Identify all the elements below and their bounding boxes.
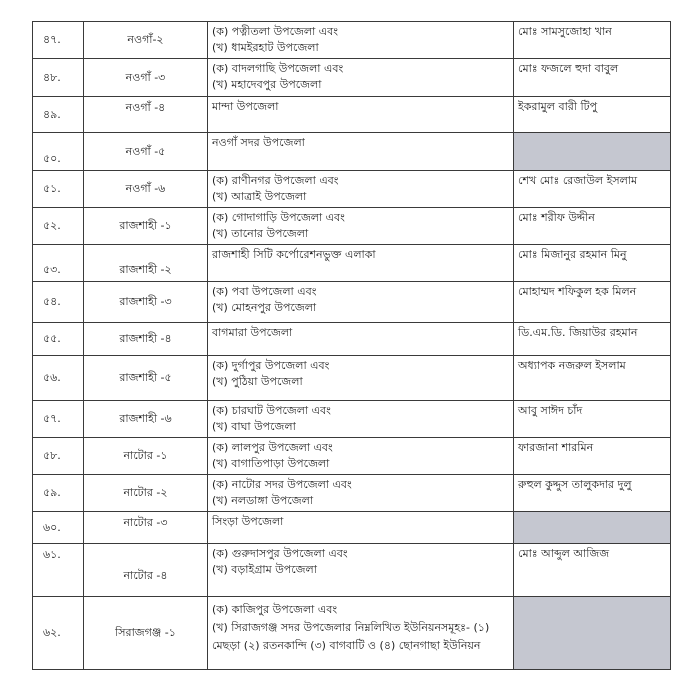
candidate-name: মোঃ আব্দুল আজিজ — [514, 544, 671, 597]
serial-number: ৫৮. — [33, 438, 84, 475]
area-line: বাগমারা উপজেলা — [212, 326, 293, 339]
candidate-name — [514, 597, 671, 670]
constituency-name: নাটোর -৪ — [84, 544, 208, 597]
area-cell — [208, 59, 514, 97]
candidate-name: রুহুল কুদ্দুস তালুকদার দুলু — [514, 475, 671, 512]
serial-number: ৫৫. — [33, 323, 84, 356]
table-row — [33, 97, 671, 133]
candidate-name: শেখ মোঃ রেজাউল ইসলাম — [514, 171, 671, 208]
table-row — [33, 323, 671, 356]
candidate-name — [514, 133, 671, 171]
table-row — [33, 282, 671, 323]
constituency-name: নাটোর -৩ — [84, 512, 208, 544]
table-row — [33, 22, 671, 59]
area-line: (খ) পুঠিয়া উপজেলা — [212, 375, 303, 388]
candidate-name: মোঃ মিজানুর রহমান মিনু — [514, 245, 671, 282]
area-line: (ক) দুর্গাপুর উপজেলা এবং — [212, 359, 330, 372]
area-line: মেছড়া (২) রতনকান্দি (৩) বাগবাটি ও (৪) ছোনগাছা ইউনিয়ন — [212, 639, 481, 652]
area-line: (খ) বাঘা উপজেলা — [212, 420, 296, 433]
constituency-name: রাজশাহী -৪ — [84, 323, 208, 356]
table-row — [33, 512, 671, 544]
serial-number: ৪৮. — [33, 59, 84, 97]
area-cell — [208, 323, 514, 356]
candidate-name: ডি.এম.ডি. জিয়াউর রহমান — [514, 323, 671, 356]
area-line: (ক) পবা উপজেলা এবং — [212, 285, 317, 298]
serial-number: ৪৭. — [33, 22, 84, 59]
candidate-name: ফারজানা শারমিন — [514, 438, 671, 475]
candidate-name — [514, 512, 671, 544]
serial-number: ৫১. — [33, 171, 84, 208]
serial-number: ৬০. — [33, 512, 84, 544]
constituency-name: রাজশাহী -৩ — [84, 282, 208, 323]
area-line: (খ) বড়াইগ্রাম উপজেলা — [212, 563, 317, 576]
constituency-name: সিরাজগঞ্জ -১ — [84, 597, 208, 670]
area-line: (ক) গুরুদাসপুর উপজেলা এবং — [212, 547, 348, 560]
area-line: (খ) তানোর উপজেলা — [212, 227, 309, 240]
serial-number: ৫৭. — [33, 401, 84, 438]
area-cell — [208, 438, 514, 475]
constituency-name: নওগাঁ -৪ — [84, 97, 208, 133]
area-line: (খ) নলডাঙ্গা উপজেলা — [212, 494, 314, 507]
table-row — [33, 475, 671, 512]
table-row — [33, 401, 671, 438]
constituency-name: রাজশাহী -২ — [84, 245, 208, 282]
area-line: (খ) আত্রাই উপজেলা — [212, 190, 307, 203]
constituency-name: নাটোর -১ — [84, 438, 208, 475]
area-line: (ক) বাদলগাছি উপজেলা এবং — [212, 62, 344, 75]
constituency-name: রাজশাহী -১ — [84, 208, 208, 245]
candidate-name: ইকরামুল বারী টিপু — [514, 97, 671, 133]
area-line: সিংড়া উপজেলা — [212, 515, 284, 528]
area-line: (খ) মোহনপুর উপজেলা — [212, 301, 317, 314]
constituency-name: নওগাঁ-২ — [84, 22, 208, 59]
area-cell — [208, 356, 514, 401]
area-cell — [208, 282, 514, 323]
area-cell — [208, 597, 514, 670]
serial-number: ৪৯. — [33, 97, 84, 133]
area-line: (ক) গোদাগাড়ি উপজেলা এবং — [212, 211, 345, 224]
serial-number: ৫২. — [33, 208, 84, 245]
table-row — [33, 59, 671, 97]
candidate-name: মোঃ ফজলে হুদা বাবুল — [514, 59, 671, 97]
area-cell — [208, 22, 514, 59]
serial-number: ৬১. — [33, 544, 84, 597]
area-line: (খ) মহাদেবপুর উপজেলা — [212, 78, 322, 91]
area-cell — [208, 97, 514, 133]
area-line: (ক) চারঘাট উপজেলা এবং — [212, 404, 331, 417]
area-cell — [208, 133, 514, 171]
table-row — [33, 597, 671, 670]
area-cell — [208, 208, 514, 245]
table-row — [33, 544, 671, 597]
table-row — [33, 133, 671, 171]
table-row — [33, 356, 671, 401]
serial-number: ৬২. — [33, 597, 84, 670]
area-cell — [208, 475, 514, 512]
table-row — [33, 438, 671, 475]
area-line: (ক) কাজিপুর উপজেলা এবং — [212, 603, 338, 616]
candidate-name: মোহাম্মদ শফিকুল হক মিলন — [514, 282, 671, 323]
serial-number: ৫৩. — [33, 245, 84, 282]
area-line: মান্দা উপজেলা — [212, 100, 279, 113]
table-row — [33, 171, 671, 208]
area-line: (ক) রাণীনগর উপজেলা এবং — [212, 174, 339, 187]
area-line: (খ) ধামইরহাট উপজেলা — [212, 41, 319, 54]
constituency-name: রাজশাহী -৬ — [84, 401, 208, 438]
table-row — [33, 208, 671, 245]
area-cell — [208, 544, 514, 597]
area-line: (খ) সিরাজগঞ্জ সদর উপজেলার নিম্নলিখিত ইউনিয়নসমূহঃ- (১) — [212, 621, 490, 634]
constituency-name: নওগাঁ -৬ — [84, 171, 208, 208]
constituency-name: রাজশাহী -৫ — [84, 356, 208, 401]
serial-number: ৫৪. — [33, 282, 84, 323]
candidate-name: মোঃ শরীফ উদ্দীন — [514, 208, 671, 245]
area-cell — [208, 171, 514, 208]
candidate-name: আবু সাঈদ চাঁদ — [514, 401, 671, 438]
area-cell — [208, 245, 514, 282]
serial-number: ৫৬. — [33, 356, 84, 401]
area-cell — [208, 512, 514, 544]
area-line: রাজশাহী সিটি কর্পোরেশনভুক্ত এলাকা — [212, 248, 376, 261]
constituency-name: নওগাঁ -৩ — [84, 59, 208, 97]
candidate-name: মোঃ সামসুজোহা খান — [514, 22, 671, 59]
area-cell — [208, 401, 514, 438]
constituency-name: নওগাঁ -৫ — [84, 133, 208, 171]
area-line: (ক) লালপুর উপজেলা এবং — [212, 441, 333, 454]
table-row — [33, 245, 671, 282]
serial-number: ৫০. — [33, 133, 84, 171]
area-line: (ক) নাটোর সদর উপজেলা এবং — [212, 478, 352, 491]
area-line: (ক) পত্নীতলা উপজেলা এবং — [212, 25, 338, 38]
area-line: নওগাঁ সদর উপজেলা — [212, 136, 305, 149]
area-line: (খ) বাগাতিপাড়া উপজেলা — [212, 457, 330, 470]
constituency-name: নাটোর -২ — [84, 475, 208, 512]
candidate-name: অধ্যাপক নজরুল ইসলাম — [514, 356, 671, 401]
constituency-table — [32, 21, 671, 670]
serial-number: ৫৯. — [33, 475, 84, 512]
